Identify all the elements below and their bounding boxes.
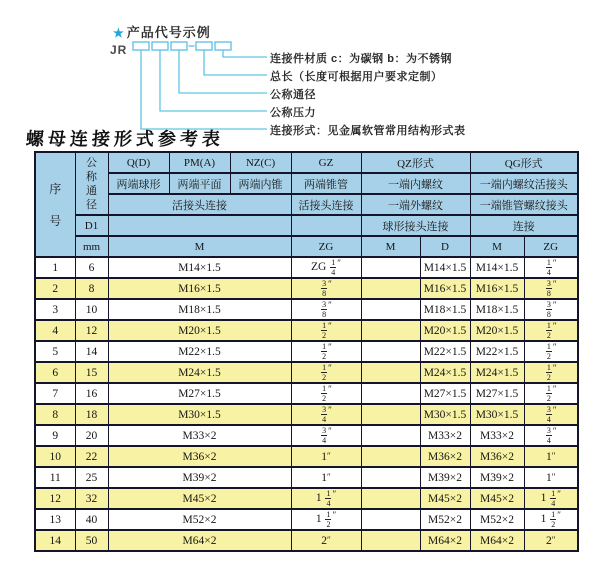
- cell-qz-d: M45×2: [420, 488, 470, 509]
- star-icon: ★: [113, 26, 125, 40]
- table-row: [35, 467, 578, 488]
- cell-qg-m: M24×1.5: [470, 362, 524, 383]
- cell-dn: 22: [75, 446, 108, 467]
- header-qz-desc3: 球形接头连接: [361, 215, 470, 236]
- code-label-length: 总长（长度可根据用户要求定制）: [270, 71, 443, 83]
- header-qz-form: QZ形式: [361, 152, 470, 173]
- cell-m: M24×1.5: [108, 362, 291, 383]
- table-row: [35, 530, 578, 551]
- cell-qg-zg: $\frac{3}{4}$ ″: [524, 425, 578, 446]
- table-title: 螺母连接形式参考表: [25, 129, 225, 149]
- header-nz-c: NZ(C): [230, 152, 291, 173]
- cell-dn: 10: [75, 299, 108, 320]
- header-qz-desc2: 一端外螺纹: [361, 194, 470, 215]
- header-unit-zg: ZG: [291, 236, 361, 257]
- diagram-heading: [113, 22, 211, 41]
- cell-dn: 32: [75, 488, 108, 509]
- leader-line-material: [223, 50, 267, 57]
- header-blank-2: [291, 215, 361, 236]
- code-box-5: [215, 42, 231, 50]
- cell-gz: $\frac{1}{2}$ ″: [291, 320, 361, 341]
- cell-dn: 6: [75, 257, 108, 278]
- cell-qg-zg: $\frac{1}{2}$ ″: [524, 341, 578, 362]
- cell-qz-d: M14×1.5: [420, 257, 470, 278]
- cell-m: M20×1.5: [108, 320, 291, 341]
- diagram-heading-text: 产品代号示例: [126, 25, 211, 40]
- cell-gz: 1″: [291, 467, 361, 488]
- cell-qg-zg: 1 $\frac{1}{2}$ ″: [524, 509, 578, 530]
- table-header: [35, 152, 578, 257]
- code-label-pressure: 公称压力: [270, 107, 316, 119]
- cell-dn: 14: [75, 341, 108, 362]
- cell-qz-m: [361, 509, 420, 530]
- cell-qz-d: M33×2: [420, 425, 470, 446]
- code-label-connection: 连接形式：见金属软管常用结构形式表: [270, 125, 466, 137]
- header-qg-desc1: 一端内螺纹活接头: [470, 173, 578, 194]
- cell-qz-m: [361, 257, 420, 278]
- leader-lines: [141, 50, 267, 129]
- cell-seq: 4: [35, 320, 75, 341]
- cell-qg-zg: $\frac{3}{8}$ ″: [524, 278, 578, 299]
- cell-qg-m: M20×1.5: [470, 320, 524, 341]
- cell-gz: $\frac{1}{2}$ ″: [291, 341, 361, 362]
- cell-m: M36×2: [108, 446, 291, 467]
- cell-qz-m: [361, 341, 420, 362]
- cell-qg-zg: $\frac{3}{8}$ ″: [524, 299, 578, 320]
- table-row: [35, 320, 578, 341]
- header-qz-desc1: 一端内螺纹: [361, 173, 470, 194]
- header-unit-qz-m: M: [361, 236, 420, 257]
- cell-dn: 25: [75, 467, 108, 488]
- cell-qz-m: [361, 320, 420, 341]
- cell-qg-zg: 2″: [524, 530, 578, 551]
- cell-dn: 40: [75, 509, 108, 530]
- cell-qg-m: M22×1.5: [470, 341, 524, 362]
- cell-m: M39×2: [108, 467, 291, 488]
- code-label-material: 连接件材质 c：为碳钢 b：为不锈钢: [270, 53, 452, 65]
- code-box-4: [196, 42, 212, 50]
- table-row: [35, 509, 578, 530]
- cell-seq: 13: [35, 509, 75, 530]
- cell-gz: $\frac{1}{2}$ ″: [291, 383, 361, 404]
- cell-qg-m: M33×2: [470, 425, 524, 446]
- table-body: [35, 257, 578, 551]
- cell-qg-m: M36×2: [470, 446, 524, 467]
- cell-qz-m: [361, 404, 420, 425]
- cell-m: M18×1.5: [108, 299, 291, 320]
- cell-qz-d: M64×2: [420, 530, 470, 551]
- cell-qg-m: M45×2: [470, 488, 524, 509]
- header-unit-qg-zg: ZG: [524, 236, 578, 257]
- cell-qg-zg: 1″: [524, 467, 578, 488]
- cell-qg-m: M64×2: [470, 530, 524, 551]
- cell-qz-m: [361, 362, 420, 383]
- cell-seq: 10: [35, 446, 75, 467]
- header-unit-mm: mm: [75, 236, 108, 257]
- table-row: [35, 488, 578, 509]
- code-prefix: JR: [110, 43, 128, 57]
- cell-qz-d: M16×1.5: [420, 278, 470, 299]
- cell-qg-m: M39×2: [470, 467, 524, 488]
- code-box-3: [171, 42, 187, 50]
- cell-dn: 50: [75, 530, 108, 551]
- cell-qz-d: M18×1.5: [420, 299, 470, 320]
- cell-qz-d: M36×2: [420, 446, 470, 467]
- cell-gz: $\frac{3}{8}$ ″: [291, 299, 361, 320]
- cell-gz: 1 $\frac{1}{2}$ ″: [291, 509, 361, 530]
- cell-qz-m: [361, 446, 420, 467]
- cell-seq: 5: [35, 341, 75, 362]
- cell-qz-m: [361, 488, 420, 509]
- cell-seq: 2: [35, 278, 75, 299]
- table-row: [35, 299, 578, 320]
- cell-gz: $\frac{3}{4}$ ″: [291, 425, 361, 446]
- cell-qz-d: M22×1.5: [420, 341, 470, 362]
- header-dn: 公 称 通 径: [75, 152, 108, 215]
- cell-qg-m: M27×1.5: [470, 383, 524, 404]
- table-row: [35, 278, 578, 299]
- leader-line-pressure: [160, 50, 267, 111]
- leader-line-length: [204, 50, 267, 75]
- table-row: [35, 425, 578, 446]
- cell-dn: 18: [75, 404, 108, 425]
- table-row: [35, 383, 578, 404]
- cell-qg-zg: $\frac{1}{4}$ ″: [524, 257, 578, 278]
- cell-qg-zg: 1 $\frac{1}{4}$ ″: [524, 488, 578, 509]
- cell-m: M64×2: [108, 530, 291, 551]
- header-qg-desc3: 连接: [470, 215, 578, 236]
- code-box-2: [152, 42, 168, 50]
- header-d1: D1: [75, 215, 108, 236]
- cell-seq: 3: [35, 299, 75, 320]
- cell-m: M14×1.5: [108, 257, 291, 278]
- header-unit-m: M: [108, 236, 291, 257]
- header-unit-qg-m: M: [470, 236, 524, 257]
- cell-qz-m: [361, 383, 420, 404]
- cell-qz-d: M20×1.5: [420, 320, 470, 341]
- header-q-d: Q(D): [108, 152, 169, 173]
- header-gz: GZ: [291, 152, 361, 173]
- cell-qz-d: M27×1.5: [420, 383, 470, 404]
- cell-qz-d: M24×1.5: [420, 362, 470, 383]
- cell-dn: 15: [75, 362, 108, 383]
- header-nz-desc: 两端内锥: [230, 173, 291, 194]
- cell-qz-d: M39×2: [420, 467, 470, 488]
- cell-qg-zg: 1″: [524, 446, 578, 467]
- cell-qg-m: M14×1.5: [470, 257, 524, 278]
- cell-gz: ZG $\frac{1}{4}$ ″: [291, 257, 361, 278]
- cell-qz-m: [361, 530, 420, 551]
- cell-qz-m: [361, 299, 420, 320]
- cell-gz: $\frac{3}{8}$ ″: [291, 278, 361, 299]
- cell-qz-m: [361, 278, 420, 299]
- header-gz-desc: 两端锥管: [291, 173, 361, 194]
- cell-dn: 8: [75, 278, 108, 299]
- cell-dn: 16: [75, 383, 108, 404]
- cell-qg-zg: $\frac{1}{2}$ ″: [524, 362, 578, 383]
- header-pm-a: PM(A): [169, 152, 230, 173]
- header-qg-form: QG形式: [470, 152, 578, 173]
- cell-qg-m: M52×2: [470, 509, 524, 530]
- code-box-1: [133, 42, 149, 50]
- cell-qz-d: M30×1.5: [420, 404, 470, 425]
- cell-gz: 1″: [291, 446, 361, 467]
- cell-dn: 20: [75, 425, 108, 446]
- header-seq: 序 号: [35, 152, 75, 257]
- header-q-desc: 两端球形: [108, 173, 169, 194]
- cell-m: M16×1.5: [108, 278, 291, 299]
- cell-m: M22×1.5: [108, 341, 291, 362]
- cell-seq: 12: [35, 488, 75, 509]
- cell-qz-m: [361, 425, 420, 446]
- cell-m: M45×2: [108, 488, 291, 509]
- cell-qz-m: [361, 467, 420, 488]
- cell-m: M27×1.5: [108, 383, 291, 404]
- cell-m: M33×2: [108, 425, 291, 446]
- header-pm-desc: 两端平面: [169, 173, 230, 194]
- cell-m: M30×1.5: [108, 404, 291, 425]
- cell-seq: 7: [35, 383, 75, 404]
- cell-seq: 11: [35, 467, 75, 488]
- cell-seq: 14: [35, 530, 75, 551]
- header-unit-qz-d: D: [420, 236, 470, 257]
- table-row: [35, 257, 578, 278]
- code-boxes: [133, 42, 231, 50]
- cell-dn: 12: [75, 320, 108, 341]
- table-row: [35, 341, 578, 362]
- cell-qg-zg: $\frac{1}{2}$ ″: [524, 383, 578, 404]
- header-union-connect: 活接头连接: [108, 194, 291, 215]
- cell-qz-d: M52×2: [420, 509, 470, 530]
- cell-seq: 8: [35, 404, 75, 425]
- cell-gz: 1 $\frac{1}{4}$ ″: [291, 488, 361, 509]
- cell-seq: 6: [35, 362, 75, 383]
- cell-qg-zg: $\frac{3}{4}$ ″: [524, 404, 578, 425]
- cell-qg-m: M18×1.5: [470, 299, 524, 320]
- cell-qg-zg: $\frac{1}{2}$ ″: [524, 320, 578, 341]
- header-blank-1: [108, 215, 291, 236]
- cell-qg-m: M16×1.5: [470, 278, 524, 299]
- cell-gz: 2″: [291, 530, 361, 551]
- header-gz-union-connect: 活接头连接: [291, 194, 361, 215]
- table-row: [35, 404, 578, 425]
- cell-gz: $\frac{1}{2}$ ″: [291, 362, 361, 383]
- table-row: [35, 362, 578, 383]
- cell-m: M52×2: [108, 509, 291, 530]
- header-qg-desc2: 一端锥管螺纹接头: [470, 194, 578, 215]
- code-label-diameter: 公称通径: [270, 89, 316, 101]
- nut-connection-table: [34, 151, 579, 552]
- table-row: [35, 446, 578, 467]
- cell-gz: $\frac{3}{4}$ ″: [291, 404, 361, 425]
- cell-qg-m: M30×1.5: [470, 404, 524, 425]
- cell-seq: 9: [35, 425, 75, 446]
- cell-seq: 1: [35, 257, 75, 278]
